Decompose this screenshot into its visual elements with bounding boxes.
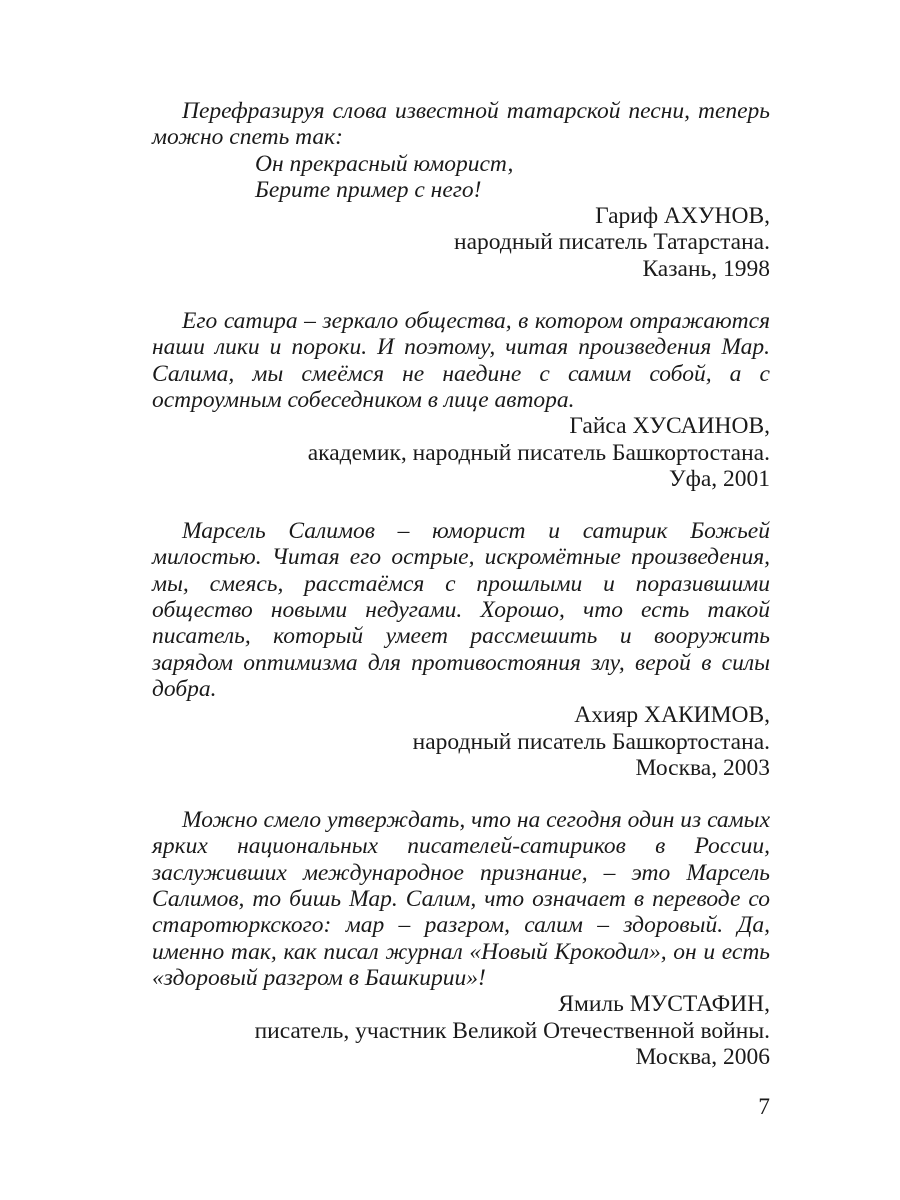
testimonial-khakimov: [152, 518, 770, 781]
author-name: Ямиль МУСТАФИН,: [558, 991, 770, 1018]
author-name: Гариф АХУНОВ,: [595, 203, 770, 230]
song-verse: [255, 151, 770, 204]
place-date: Москва, 2003: [635, 754, 770, 781]
page-text: [152, 98, 770, 1096]
quote-text: [152, 807, 770, 991]
quote-paragraph: Его сатира – зеркало общества, в котором отражаются наши лики и пороки. И поэтому, читая произведения Мар. Салима, мы смеёмся не наедине с самим собой, а с остроумным собеседником в лице автора.: [152, 308, 770, 413]
place-date: Уфа, 2001: [668, 465, 770, 492]
author-title: народный писатель Башкортостана.: [412, 728, 770, 755]
author-title: писатель, участник Великой Отечественной войны.: [254, 1017, 770, 1044]
quote-text: [152, 518, 770, 702]
verse-line: Берите пример с него!: [255, 176, 482, 203]
signature: [152, 203, 770, 282]
author-title: народный писатель Татарстана.: [454, 229, 770, 256]
quote-text: [152, 98, 770, 151]
testimonial-khusainov: [152, 308, 770, 492]
quote-paragraph: Перефразируя слова известной татарской песни, теперь можно спеть так:: [152, 98, 770, 151]
author-name: Ахияр ХАКИМОВ,: [574, 702, 770, 729]
signature: [152, 413, 770, 492]
quote-text: [152, 308, 770, 413]
testimonial-akhunov: [152, 98, 770, 282]
author-title: академик, народный писатель Башкортостана.: [307, 439, 770, 466]
testimonial-mustafin: [152, 807, 770, 1070]
signature: [152, 991, 770, 1070]
author-name: Гайса ХУСАИНОВ,: [569, 413, 770, 440]
place-date: Казань, 1998: [642, 255, 770, 282]
signature: [152, 702, 770, 781]
verse-line: Он прекрасный юморист,: [255, 150, 514, 177]
quote-paragraph: Можно смело утверждать, что на сегодня один из самых ярких национальных писателей-сатириков в России, заслуживших международное признание, – это Марсель Салимов, то бишь Мар. Салим, что означает в переводе со старотюркского: мар – разгром, салим – здоровый. Да, именно так, как писал журнал «Новый Крокодил», он и есть «здоровый разгром в Башкирии»!: [152, 807, 771, 991]
place-date: Москва, 2006: [635, 1043, 770, 1070]
page-number: 7: [758, 1094, 770, 1120]
quote-paragraph: Марсель Салимов – юморист и сатирик Божьей милостью. Читая его острые, искромётные произведения, мы, смеясь, расстаёмся с прошлыми и поразившими общество новыми недугами. Хорошо, что есть такой писатель, который умеет рассмешить и вооружить зарядом оптимизма для противостояния злу, верой в силы добра.: [152, 518, 770, 702]
